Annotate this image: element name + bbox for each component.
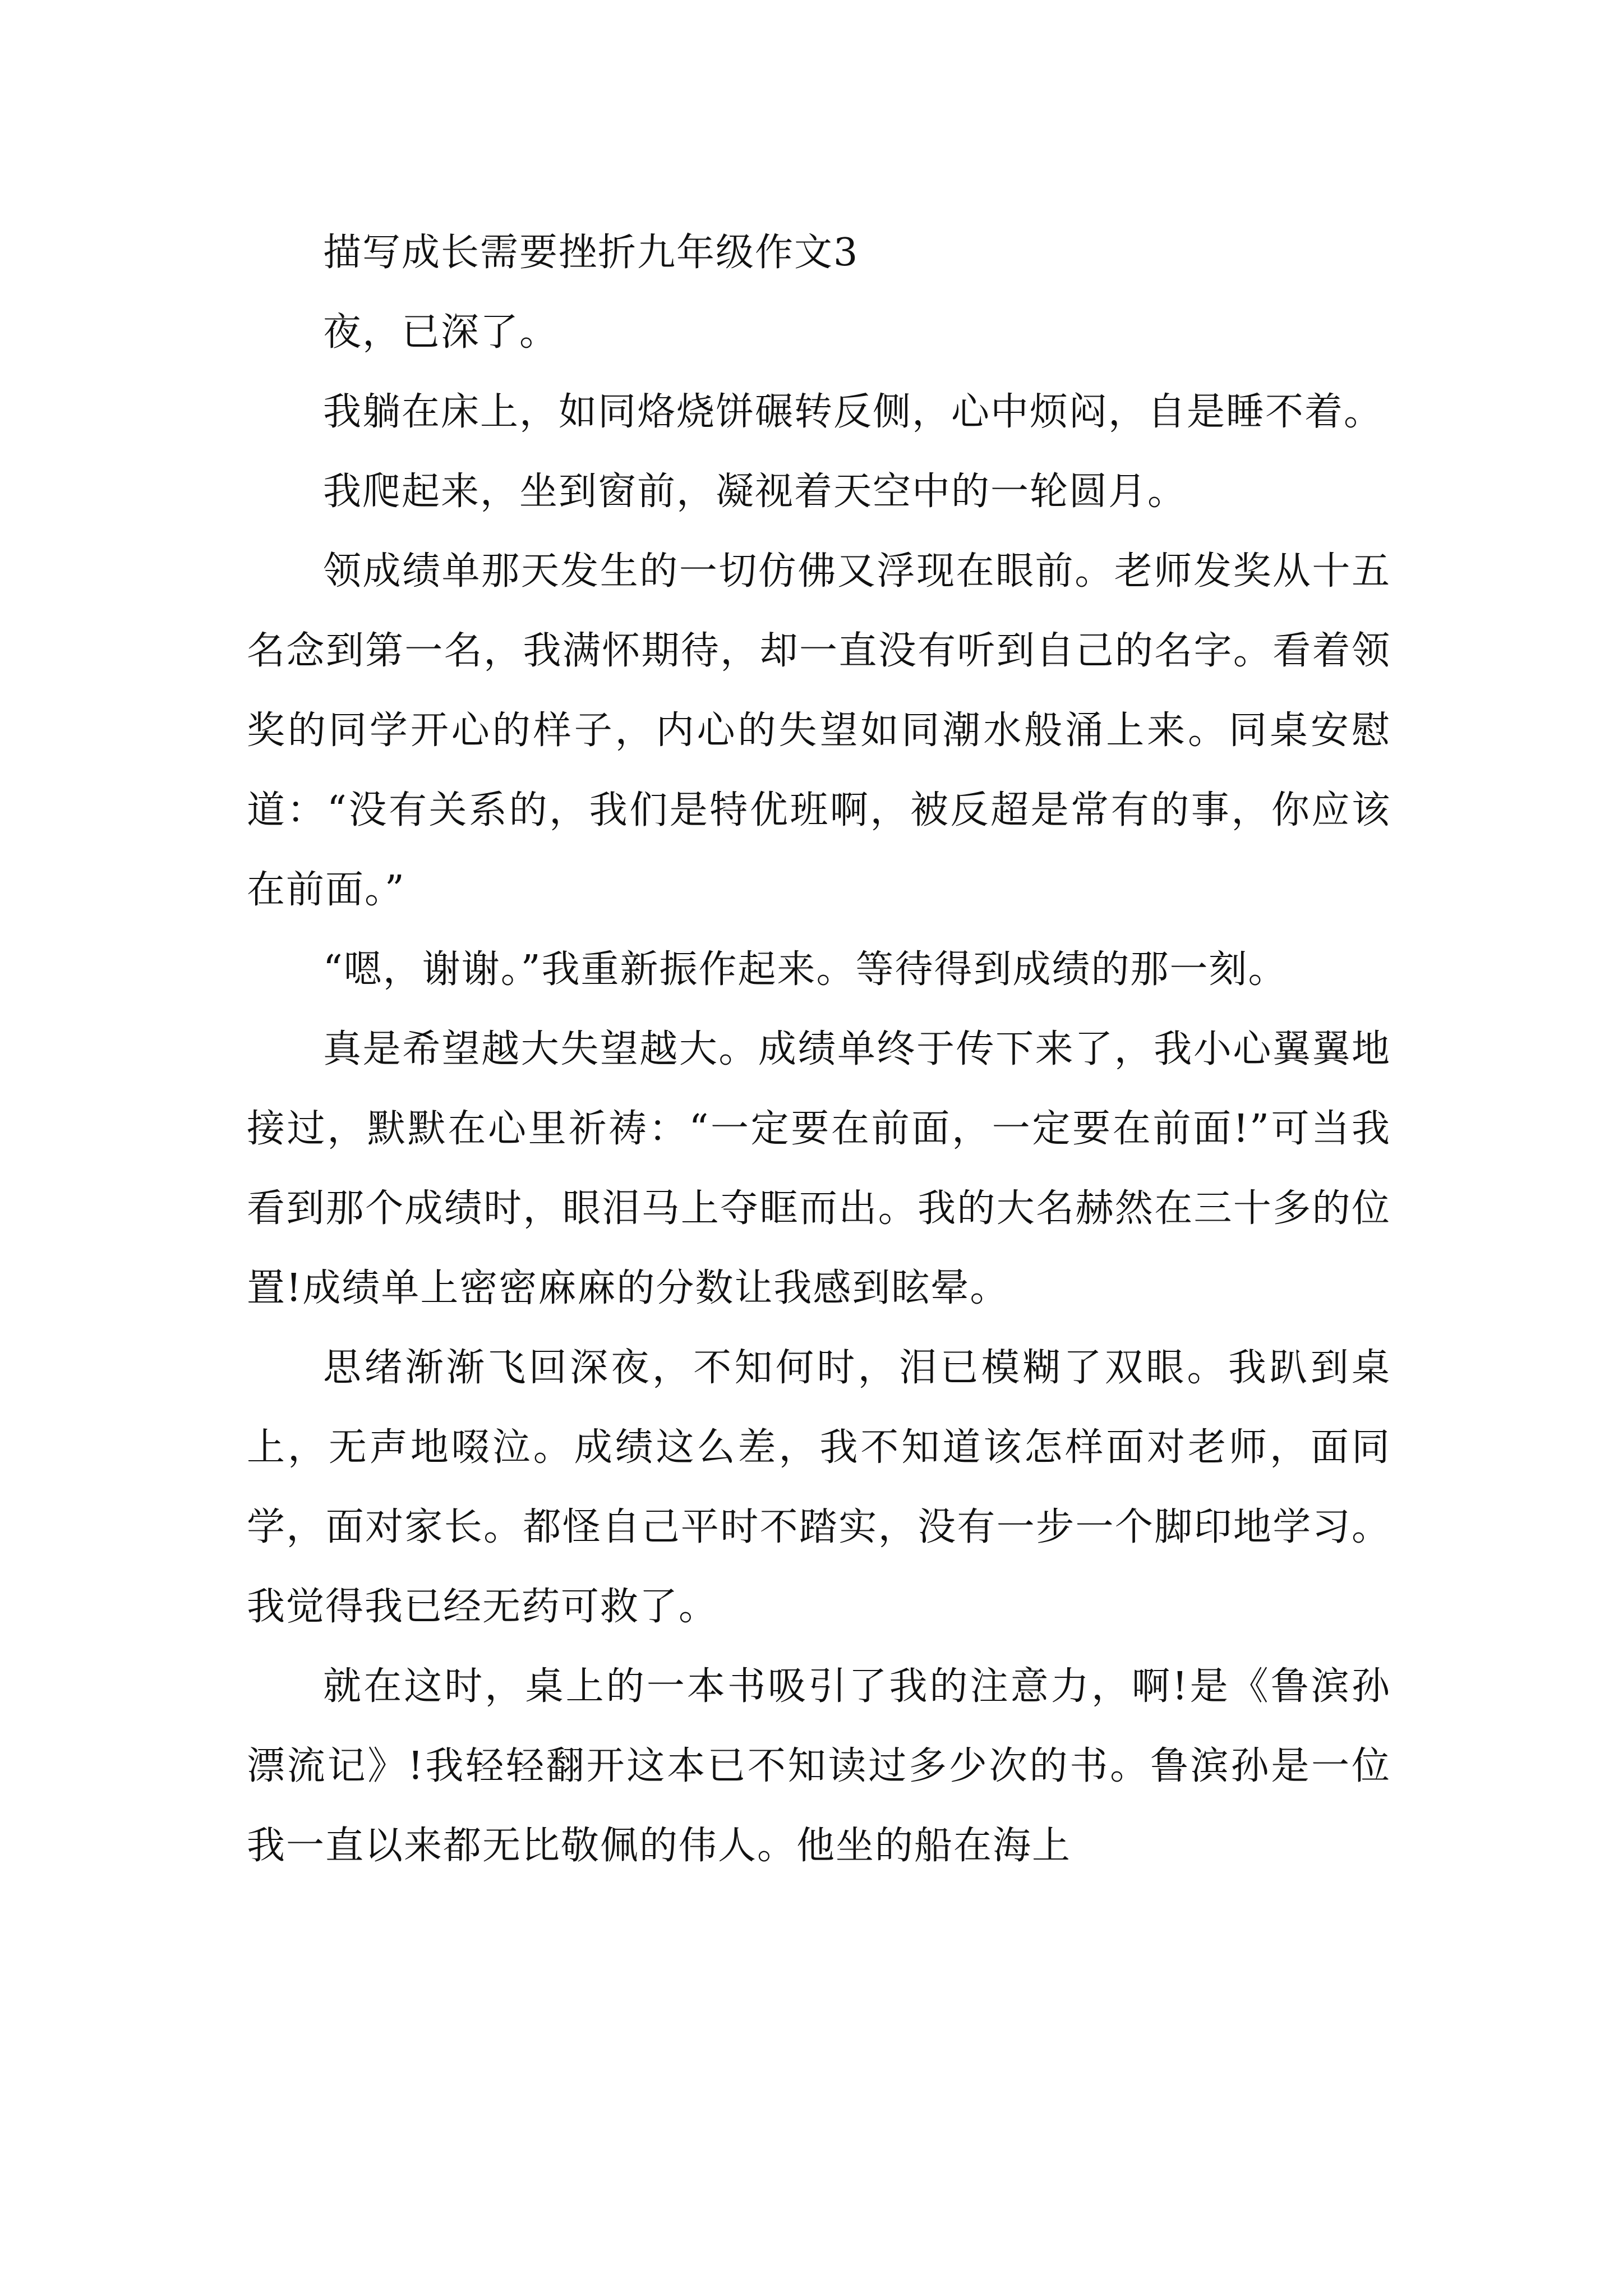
paragraph: 就在这时，桌上的一本书吸引了我的注意力，啊!是《鲁滨孙漂流记》!我轻轻翻开这本已不知读过多少次的书。鲁滨孙是一位我一直以来都无比敬佩的伟人。他坐的船在海上 xyxy=(247,1664,1391,1868)
paragraph: 领成绩单那天发生的一切仿佛又浮现在眼前。老师发奖从十五名念到第一名，我满怀期待，却一直没有听到自己的名字。看着领奖的同学开心的样子，内心的失望如同潮水般涌上来。同桌安慰道：“没有关系的，我们是特优班啊，被反超是常有的事，你应该在前面。” xyxy=(247,549,1391,912)
document-body xyxy=(247,213,1391,1886)
paragraph: 我爬起来，坐到窗前，凝视着天空中的一轮圆月。 xyxy=(323,470,1187,514)
paragraph: 思绪渐渐飞回深夜，不知何时，泪已模糊了双眼。我趴到桌上，无声地啜泣。成绩这么差，我不知道该怎样面对老师，面同学，面对家长。都怪自己平时不踏实，没有一步一个脚印地学习。我觉得我已经无药可救了。 xyxy=(247,1346,1391,1629)
paragraph: 我躺在床上，如同烙烧饼碾转反侧，心中烦闷，自是睡不着。 xyxy=(323,390,1384,434)
document-title: 描写成长需要挫折九年级作文3 xyxy=(323,231,859,275)
paragraph: “嗯，谢谢。”我重新振作起来。等待得到成绩的那一刻。 xyxy=(323,947,1288,992)
paragraph: 真是希望越大失望越大。成绩单终于传下来了，我小心翼翼地接过，默默在心里祈祷：“一定要在前面，一定要在前面!”可当我看到那个成绩时，眼泪马上夺眶而出。我的大名赫然在三十多的位置!成绩单上密密麻麻的分数让我感到眩晕。 xyxy=(247,1027,1391,1310)
paragraph: 夜，已深了。 xyxy=(323,310,559,355)
